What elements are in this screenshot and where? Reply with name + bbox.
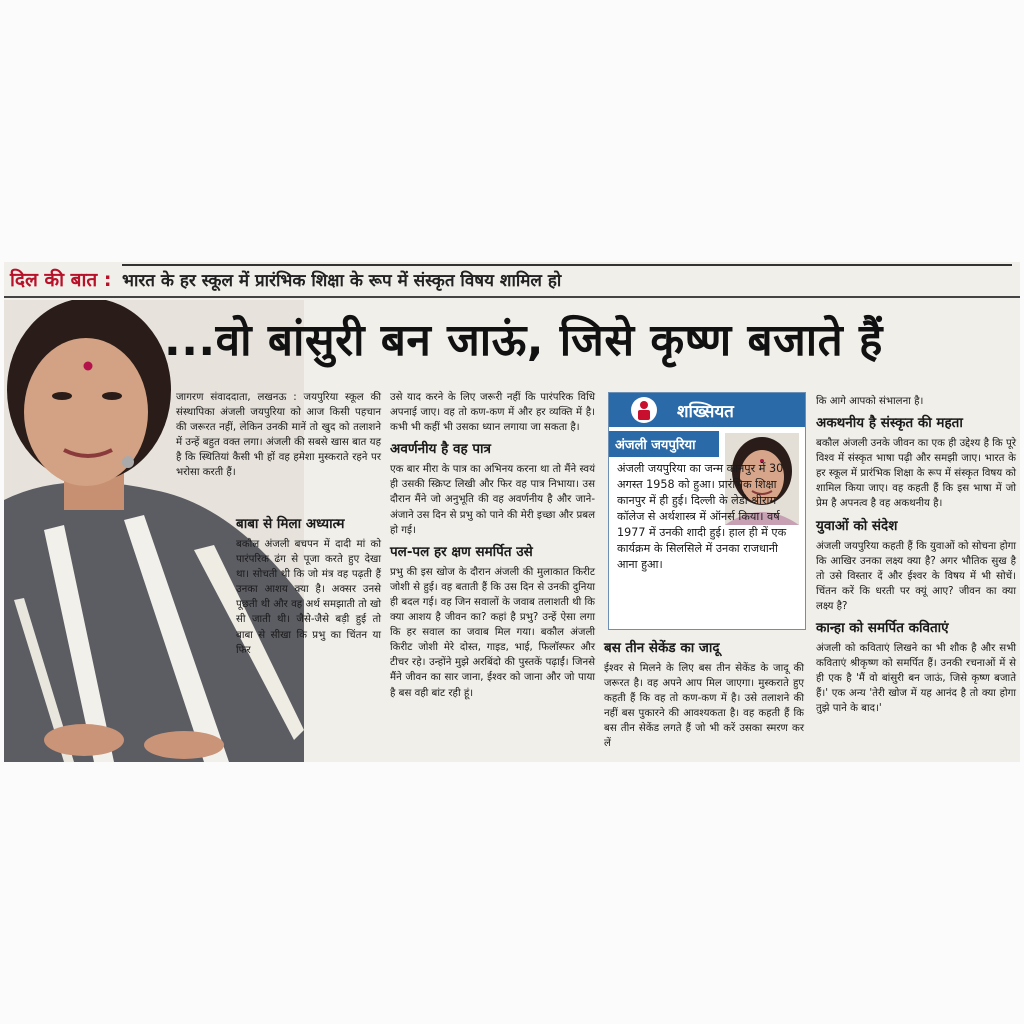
newspaper-clipping bbox=[4, 262, 1020, 762]
column-1b bbox=[236, 510, 381, 660]
column-2 bbox=[390, 390, 595, 703]
col4-heading-2: युवाओं को संदेश bbox=[816, 517, 898, 534]
profile-title-bar bbox=[609, 393, 805, 427]
col1-heading: बाबा से मिला अध्यात्म bbox=[236, 516, 345, 532]
col4-body-2: अंजली जयपुरिया कहती हैं कि युवाओं को सोचना होगा कि आखिर उनका लक्ष्य क्या है? अगर भौतिक सुख है तो उसे विस्तार दें और ईश्वर के विषय में भी सोचें। चिंतन करें कि धरती पर क्यूं आए? जीवन का क्या लक्ष्य है? bbox=[816, 540, 1016, 612]
column-4 bbox=[816, 394, 1016, 719]
kicker-tag: दिल की बात : bbox=[10, 269, 112, 291]
col2-heading-1: अवर्णनीय है वह पात्र bbox=[390, 441, 491, 458]
person-icon bbox=[627, 396, 661, 424]
kicker-line: भारत के हर स्कूल में प्रारंभिक शिक्षा के रूप में संस्कृत विषय शामिल हो bbox=[122, 271, 562, 291]
col4-heading-3: कान्हा को समर्पित कविताएं bbox=[816, 620, 949, 637]
kicker-bar bbox=[4, 262, 1020, 298]
profile-box bbox=[608, 392, 806, 630]
profile-bio: अंजली जयपुरिया का जन्म कानपुर में 30 अगस्त 1958 को हुआ। प्रारंभिक शिक्षा कानपुर में ही हुई। दिल्ली के लेडी श्रीराम कॉलेज से अर्थशास्त्र में ऑनर्स किया। वर्ष 1977 में उनकी शादी हुई। हाल ही में एक कार्यक्रम के सिलसिले में उनका राजधानी आना हुआ। bbox=[617, 462, 787, 571]
col2-body-1: एक बार मीरा के पात्र का अभिनय करना था तो मैंने स्वयं ही उसकी स्क्रिप्ट लिखी और फिर वह पात्र निभाया। उस दौरान मैंने जो अनुभूति की वह अवर्णनीय है और जाने-अंजाने उस दिन से प्रभु को पाने की मेरी इच्छा और प्रबल हो गई। bbox=[390, 464, 595, 536]
column-3 bbox=[604, 634, 804, 754]
col2-body-2: प्रभु की इस खोज के दौरान अंजली की मुलाकात किरीट जोशी से हुई। वह बताती हैं कि उस दिन से उनकी दुनिया ही बदल गई। वह जिन सवालों के जवाब तलाशती थी कि क्या आशय है जीवन का? कहां है प्रभु? उन्हें ऐसा लगा कि हर सवाल का जवाब मिल गया। बकौल अंजली किरीट जोशी मेरे दोस्त, गाइड, भाई, फिलॉस्फर और टीचर रहे। उन्होंने मुझे अरबिंदो की पुस्तकें पढ़ाईं। जिनसे मैंने जीवन का सार जाना, ईश्वर को जाना और जो पाया है बस वही बांट रही हूं। bbox=[390, 566, 595, 699]
profile-name: अंजली जयपुरिया bbox=[615, 438, 696, 453]
col4-body-3: अंजली को कविताएं लिखने का भी शौक है और सभी कविताएं श्रीकृष्ण को समर्पित हैं। उनकी रचनाओं में से ही एक है 'मैं वो बांसुरी बन जाऊं, जिसे कृष्ण बजाते हैं।' एक अन्य 'तेरी खोज में यह आनंद है तो क्या होगा तुझे पाने के बाद।' bbox=[816, 643, 1016, 715]
top-rule bbox=[122, 264, 1012, 266]
col1-intro: जागरण संवाददाता, लखनऊ : जयपुरिया स्कूल की संस्थापिका अंजली जयपुरिया को आज किसी पहचान की जरूरत नहीं, लेकिन उनकी मानें तो खुद को तलाशने में उन्हें बहुत वक्त लगा। अंजली की सबसे खास बात यह है कि स्थितियां कैसी भी हों वह हमेशा मुस्कराते रहने पर भरोसा करती हैं। bbox=[176, 392, 381, 479]
col4-intro: कि आगे आपको संभालना है। bbox=[816, 396, 924, 407]
col2-heading-2: पल-पल हर क्षण समर्पित उसे bbox=[390, 543, 533, 560]
profile-title: शख्सियत bbox=[677, 402, 734, 422]
col1-body: बकौल अंजली बचपन में दादी मां को पारंपरिक ढंग से पूजा करते हुए देखा था। सोचती थी कि जो मंत्र वह पढ़ती हैं उनका आशय क्या है। अक्सर उनसे पूछती थी और वह अर्थ समझाती तो खो सी जाती थी। जैसे-जैसे बड़ी हुई तो बाबा से सीखा कि प्रभु का चिंतन या फिर bbox=[236, 539, 381, 656]
col3-body: ईश्वर से मिलने के लिए बस तीन सेकेंड के जादू की जरूरत है। वह अपने आप मिल जाएगा। मुस्कराते हुए कहती हैं कि वह तो कण-कण में है। उसे तलाशने की नहीं बस पुकारने की आवश्यकता है। वह कहती हैं कि बस तीन सेकेंड लगते हैं जो भी करें उसका स्मरण कर लें bbox=[604, 663, 804, 750]
headline: ...वो बांसुरी बन जाऊं, जिसे कृष्ण बजाते हैं bbox=[164, 315, 883, 366]
col3-heading: बस तीन सेकेंड का जादू bbox=[604, 640, 720, 656]
profile-name-box bbox=[609, 431, 719, 457]
column-1 bbox=[176, 390, 381, 483]
col4-body-1: बकौल अंजली उनके जीवन का एक ही उद्देश्य है कि पूरे विश्व में संस्कृत भाषा पढ़ी और समझी जाए। भारत के हर स्कूल में प्रारंभिक शिक्षा के रूप में संस्कृत विषय को शामिल किया जाए। वह कहती हैं कि इस भाषा में जो प्रेम है अपनत्व है वह अकथनीय है। bbox=[816, 438, 1016, 510]
col4-heading-1: अकथनीय है संस्कृत की महता bbox=[816, 415, 963, 432]
col2-intro: उसे याद करने के लिए जरूरी नहीं कि पारंपरिक विधि अपनाई जाए। वह तो कण-कण में और हर व्यक्ति में है। कभी भी कहीं भी उसका ध्यान लगाया जा सकता है। bbox=[390, 392, 595, 434]
kicker-rule bbox=[4, 296, 1020, 298]
